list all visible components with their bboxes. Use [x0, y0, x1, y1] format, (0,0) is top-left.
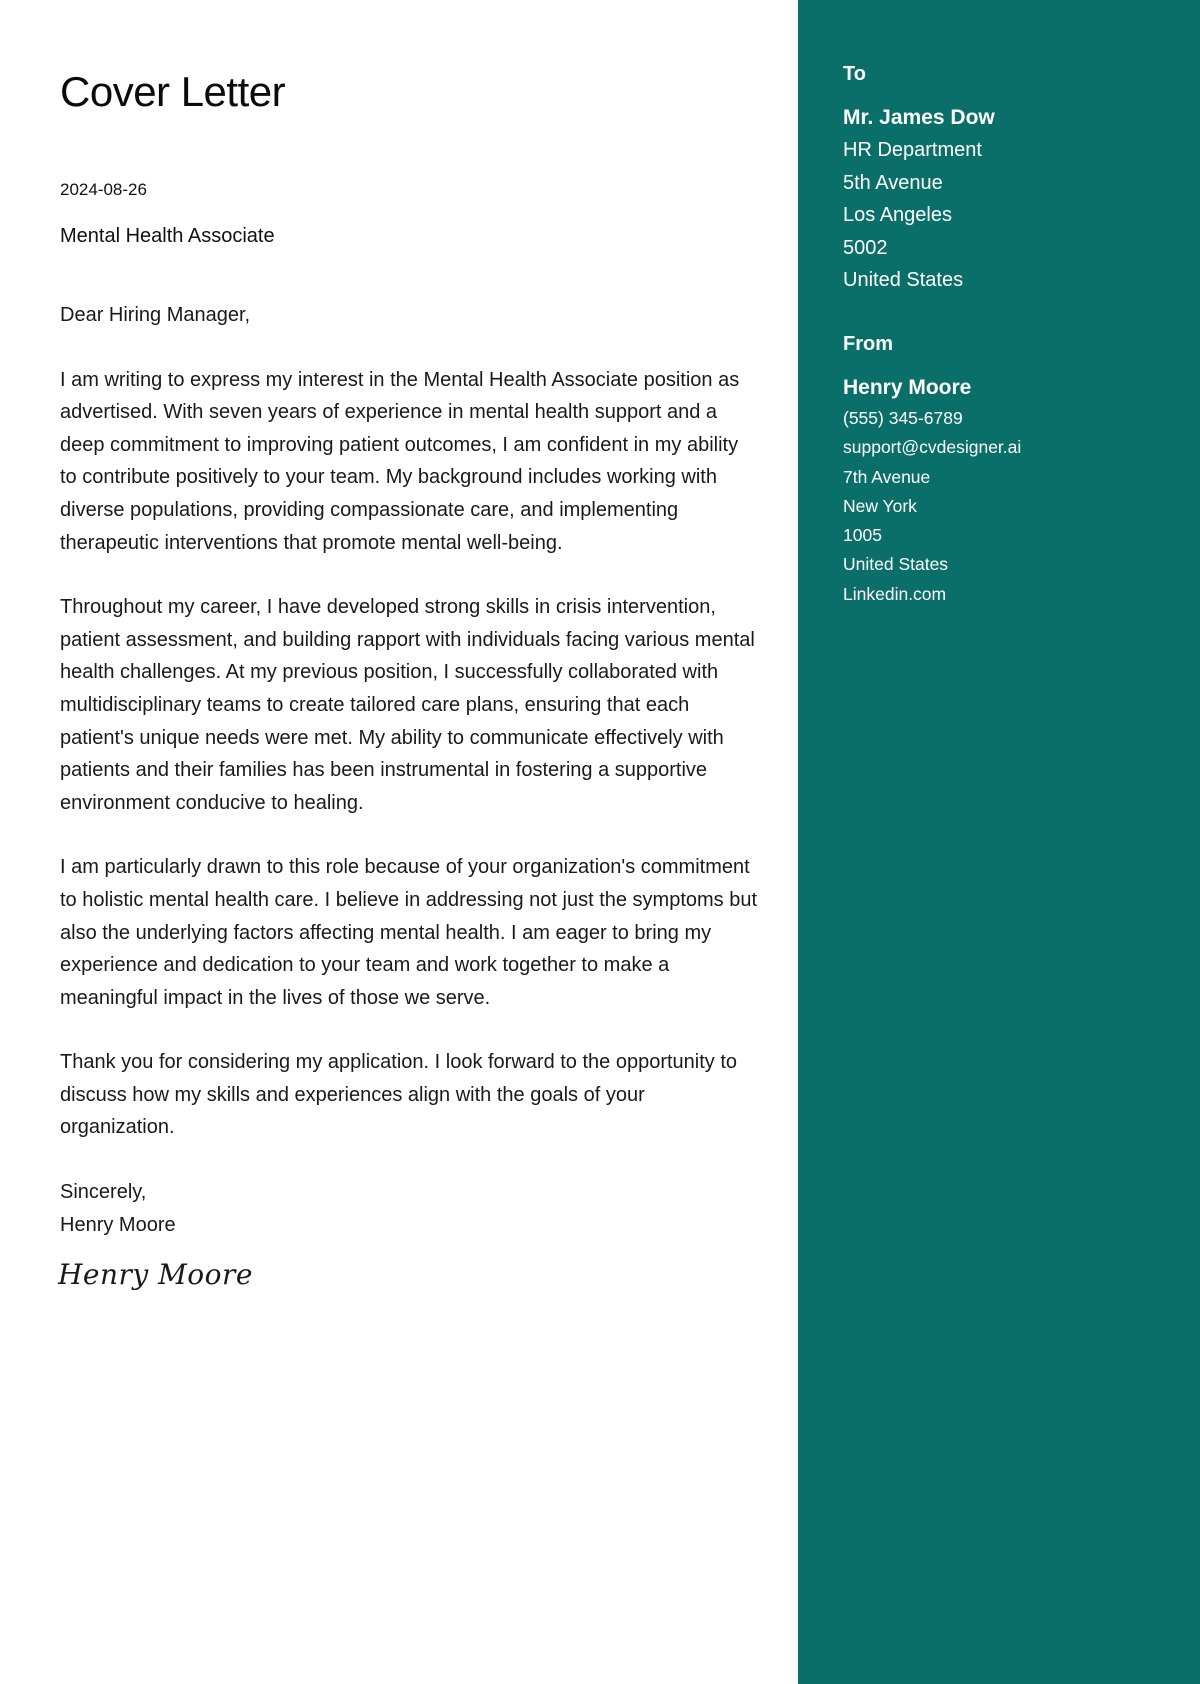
sender-section — [843, 330, 1183, 609]
recipient-line: HR Department — [843, 139, 982, 161]
sender-phone: (555) 345-6789 — [843, 408, 963, 428]
paragraph-2: Throughout my career, I have developed strong skills in crisis intervention, patient assessment, and building rapport with individuals facing various mental health challenges. At my previous position, I successfully collaborated with multidisciplinary teams to create tailored care plans, ensuring that each patient's unique needs were met. My ability to communicate effectively with patients and their families has been instrumental in fostering a supportive environment conducive to healing. — [60, 596, 755, 814]
sender-line: United States — [843, 554, 949, 575]
sender-name: Henry Moore — [60, 1213, 176, 1236]
from-label: From — [843, 333, 893, 355]
sender-website: Linkedin.com — [843, 583, 947, 604]
recipient-line: 5002 — [843, 236, 888, 259]
salutation: Dear Hiring Manager, — [60, 304, 251, 326]
sender-line: 7th Avenue — [843, 466, 931, 487]
to-label: To — [843, 63, 866, 85]
recipient-name: Mr. James Dow — [843, 106, 995, 129]
recipient-line: United States — [843, 269, 964, 292]
sender-email: support@cvdesigner.ai — [843, 437, 1022, 458]
sender-contact-name: Henry Moore — [843, 376, 972, 399]
signature: Henry Moore — [58, 1258, 253, 1291]
recipient-line: Los Angeles — [843, 204, 952, 227]
recipient-line: 5th Avenue — [843, 171, 943, 194]
sender-line: 1005 — [843, 525, 882, 546]
job-position: Mental Health Associate — [60, 225, 275, 247]
recipient-section — [843, 60, 1183, 297]
paragraph-1: I am writing to express my interest in the Mental Health Associate position as advertised. With seven years of experience in mental health support and a deep commitment to improving patient outcomes, I am confident in my ability to contribute positively to your team. My background includes working with diverse populations, providing compassionate care, and implementing therapeutic interventions that promote mental well-being. — [60, 368, 740, 554]
letter-body — [60, 299, 760, 1241]
paragraph-3: I am particularly drawn to this role because of your organization's commitment to holistic mental health care. I believe in addressing not just the symptoms but also the underlying factors affecting mental health. I am eager to bring my experience and dedication to your team and work together to make a meaningful impact in the lives of those we serve. — [60, 856, 758, 1009]
closing: Sincerely, — [60, 1181, 147, 1204]
paragraph-4: Thank you for considering my application. I look forward to the opportunity to discuss how my skills and experiences align with the goals of your organization. — [60, 1051, 738, 1139]
contact-sidebar — [798, 0, 1200, 1684]
page-title: Cover Letter — [60, 68, 286, 115]
sender-line: New York — [843, 495, 917, 516]
letter-date: 2024-08-26 — [60, 180, 147, 199]
